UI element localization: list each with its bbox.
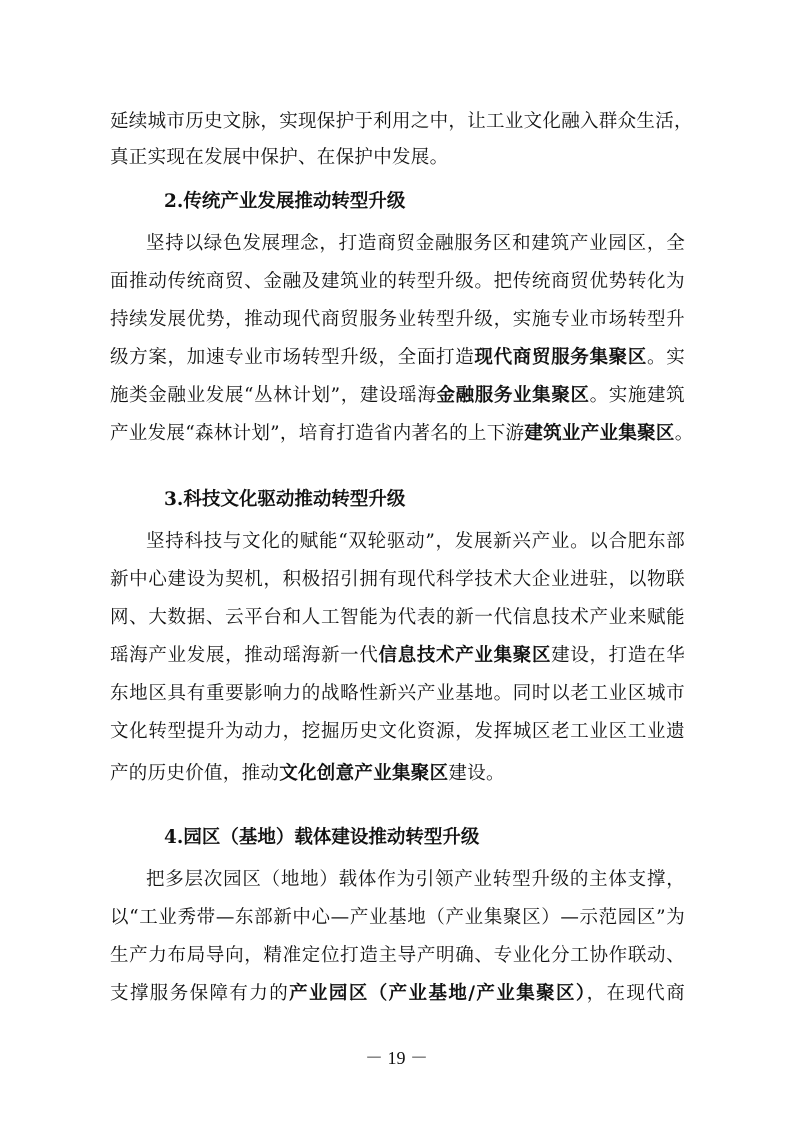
text-run: ，在现代商 <box>586 983 685 1004</box>
text-line <box>110 346 685 370</box>
text-run: 。实施建筑 <box>589 385 685 406</box>
section-heading-3: 3.科技文化驱动推动转型升级 <box>164 489 406 510</box>
text-run: 把多层次园区（地地）载体作为引领产业转型升级的主体支撑， <box>146 869 685 890</box>
text-run: 新中心建设为契机，积极招引拥有现代科学技术大企业进驻，以物联 <box>110 569 685 590</box>
text-line <box>110 568 685 592</box>
page-number: － 19 － <box>365 1048 428 1068</box>
section-heading-2: 2.传统产业发展推动转型升级 <box>164 191 406 212</box>
text-line <box>110 422 694 446</box>
text-run: 面推动传统商贸、金融及建筑业的转型升级。把传统商贸优势转化为 <box>110 271 685 292</box>
text-line <box>110 944 685 968</box>
text-line <box>110 720 685 744</box>
text-run: 。 <box>674 423 694 444</box>
text-run: 真正实现在发展中保护、在保护中发展。 <box>110 147 449 168</box>
text-line <box>146 530 685 554</box>
text-run: 网、大数据、云平台和人工智能为代表的新一代信息技术产业来赋能 <box>110 607 685 628</box>
bold-text-run: 金融服务业集聚区 <box>436 385 590 406</box>
bold-text-run: 文化创意产业集聚区 <box>279 763 449 784</box>
bold-text-run: 建筑业产业集聚区 <box>524 423 675 444</box>
text-line <box>146 232 685 256</box>
text-run: 建设。 <box>448 763 505 784</box>
text-line <box>110 384 685 408</box>
text-line <box>146 868 685 892</box>
text-run: 生产力布局导向，精准定位打造主导产明确、专业化分工协作联动、 <box>110 945 685 966</box>
text-run: 坚持以绿色发展理念，打造商贸金融服务区和建筑产业园区，全 <box>146 233 685 254</box>
text-run: 文化转型提升为动力，挖掘历史文化资源，发挥城区老工业区工业遗 <box>110 721 685 742</box>
text-run: 产业发展“森林计划”，培育打造省内著名的上下游 <box>110 423 525 444</box>
bold-text-run: 产业园区（产业基地/产业集聚区） <box>289 983 587 1004</box>
text-run: 产的历史价值，推动 <box>110 763 280 784</box>
text-run: 。实 <box>647 347 686 368</box>
text-line <box>110 606 685 630</box>
text-run: 东地区具有重要影响力的战略性新兴产业基地。同时以老工业区城市 <box>110 683 685 704</box>
text-line <box>110 982 685 1006</box>
text-line <box>110 682 685 706</box>
text-line <box>110 644 685 668</box>
text-run: 支撑服务保障有力的 <box>110 983 290 1004</box>
text-run: 建设，打造在华 <box>551 645 686 666</box>
text-run: 施类金融业发展“丛林计划”，建设瑶海 <box>110 385 437 406</box>
text-run: 坚持科技与文化的赋能“双轮驱动”，发展新兴产业。以合肥东部 <box>146 531 685 552</box>
text-line <box>110 308 685 332</box>
bold-text-run: 信息技术产业集聚区 <box>378 645 552 666</box>
text-line <box>110 762 685 786</box>
text-line <box>110 110 693 134</box>
bold-text-run: 现代商贸服务集聚区 <box>474 347 648 368</box>
text-line <box>110 146 685 170</box>
text-run: 持续发展优势，推动现代商贸服务业转型升级，实施专业市场转型升 <box>110 309 685 330</box>
text-run: 瑶海产业发展，推动瑶海新一代 <box>110 645 379 666</box>
section-heading-4: 4.园区（基地）载体建设推动转型升级 <box>164 827 480 848</box>
text-line <box>110 270 685 294</box>
text-run: 延续城市历史文脉，实现保护于利用之中，让工业文化融入群众生活， <box>110 111 693 132</box>
text-run: 以“工业秀带—东部新中心—产业基地（产业集聚区）—示范园区”为 <box>110 907 685 928</box>
text-line <box>110 906 685 930</box>
text-run: 级方案，加速专业市场转型升级，全面打造 <box>110 347 475 368</box>
